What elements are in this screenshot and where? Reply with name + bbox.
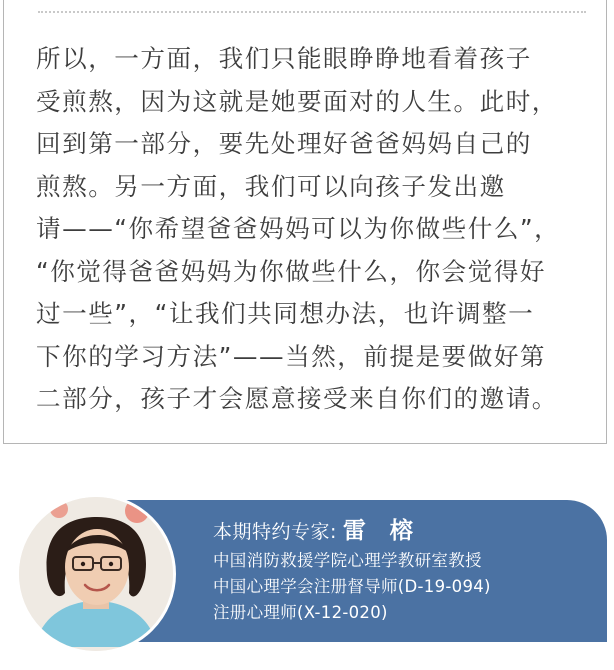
paragraph-line: “你觉得爸爸妈妈为你做些什么，你会觉得好 [36,256,547,286]
paragraph-line: 二部分，孩子才会愿意接受来自你们的邀请。 [36,384,558,413]
paragraph-line: 所以，一方面，我们只能眼睁睁地看着孩子 [36,44,532,73]
expert-photo [16,494,176,654]
paragraph-line: 受煎熬，因为这就是她要面对的人生。此时， [36,86,558,116]
paragraph-line: 下你的学习方法”——当然，前提是要做好第 [36,341,547,371]
credential-line: 中国消防救援学院心理学教研室教授 [213,551,482,570]
dotted-divider [38,11,586,13]
expert-label: 本期特约专家: [213,521,337,543]
paragraph-line: 回到第一部分，要先处理好爸爸妈妈自己的 [36,129,532,158]
paragraph-line: 过一些”，“让我们共同想办法，也许调整一 [36,299,535,328]
credential-line: 中国心理学会注册督导师(D-19-094) [213,577,491,596]
paragraph-line: 请——“你希望爸爸妈妈可以为你做些什么”， [36,214,561,243]
expert-info [213,512,491,626]
quote-box [3,0,607,444]
credential-line: 注册心理师(X-12-020) [213,603,388,622]
expert-title-row [213,512,491,548]
expert-name: 雷 榕 [342,518,421,544]
body-paragraph [36,38,588,421]
portrait-illustration [19,497,173,651]
paragraph-line: 煎熬。另一方面，我们可以向孩子发出邀 [36,171,506,201]
